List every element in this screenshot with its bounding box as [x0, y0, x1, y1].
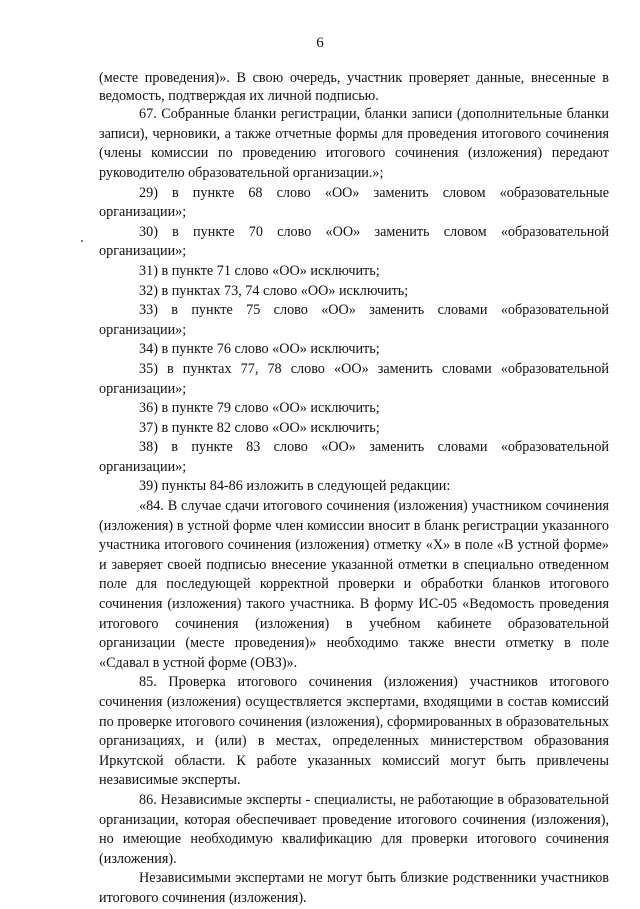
paragraph-amendment-29: 29) в пункте 68 слово «ОО» заменить словом «образовательные организации»; [99, 184, 609, 221]
paragraph-amendment-31: 31) в пункте 71 слово «ОО» исключить; [139, 262, 380, 279]
paragraph-item-85: 85. Проверка итогового сочинения (изложения) участников итогового сочинения (изложения) осуществляется экспертами, входящими в состав комиссий по проверке итогового сочинения (изложения), сформированных в образовательных организациях, и (или) в местах, определенных министерством образования Иркутской области. К работе указанных комиссий могут быть привлечены независимые эксперты. [99, 674, 609, 789]
page-number: 6 [316, 35, 324, 51]
paragraph-amendment-32: 32) в пунктах 73, 74 слово «ОО» исключить; [139, 282, 409, 299]
paragraph-amendment-37: 37) в пункте 82 слово «ОО» исключить; [139, 419, 380, 436]
margin-mark [81, 240, 83, 242]
paragraph-amendment-30: 30) в пункте 70 слово «ОО» заменить словом «образовательной организации»; [99, 223, 609, 260]
paragraph-amendment-38: 38) в пункте 83 слово «ОО» заменить словами «образовательной организации»; [99, 439, 609, 475]
paragraph-item-67: 67. Собранные бланки регистрации, бланки записи (дополнительные бланки записи), черновики, а также отчетные формы для проведения итогового сочинения (члены комиссии по проведению итогового сочинения (изложения) передают руководителю образовательной организации.»; [99, 106, 609, 181]
paragraph-item-84: «84. В случае сдачи итогового сочинения (изложения) участником сочинения (изложения) в устной форме член комиссии вносит в бланк регистрации указанного участника итогового сочинения (изложения) отметку «Х» в поле «В устной форме» и заверяет своей подписью внесение указанной отметки в специально отведенном поле для последующей корректной проверки и обработки бланков итогового сочинения (изложения) такого участника. В форму ИС-05 «Ведомость проведения итогового сочинения (изложения) в учебном кабинете образовательной организации (месте проведения)» необходимо также внести отметку в поле «Сдавал в устной форме (ОВЗ)». [99, 498, 609, 671]
paragraph-amendment-39: 39) пункты 84-86 изложить в следующей редакции: [139, 478, 451, 495]
paragraph-amendment-35: 35) в пунктах 77, 78 слово «ОО» заменить словами «образовательной организации»; [99, 360, 609, 397]
paragraph-continuation: (месте проведения)». В свою очередь, участник проверяет данные, внесенные в ведомость, подтверждая их личной подписью. [99, 70, 609, 104]
paragraph-amendment-33: 33) в пункте 75 слово «ОО» заменить словами «образовательной организации»; [99, 302, 609, 338]
document-body [99, 70, 609, 909]
paragraph-independent-experts: Независимыми экспертами не могут быть близкие родственники участников итогового сочинения (изложения). [99, 870, 609, 906]
paragraph-item-86: 86. Независимые эксперты - специалисты, не работающие в образовательной организации, которая обеспечивает проведение итогового сочинения (изложения), но имеющие необходимую квалификацию для проверки итогового сочинения (изложения). [99, 791, 609, 867]
paragraph-amendment-34: 34) в пункте 76 слово «ОО» исключить; [139, 341, 380, 358]
paragraph-amendment-36: 36) в пункте 79 слово «ОО» исключить; [139, 400, 380, 417]
